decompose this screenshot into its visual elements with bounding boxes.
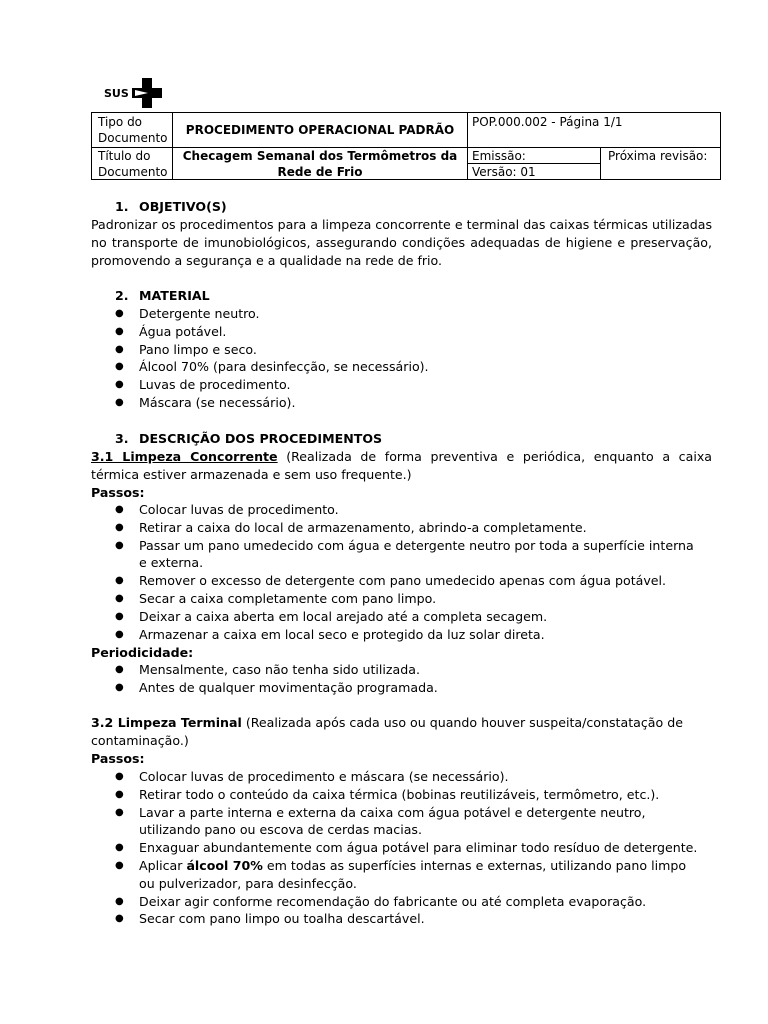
section-title-text: DESCRIÇÃO DOS PROCEDIMENTOS — [139, 431, 383, 446]
periodicidade-list — [115, 661, 705, 697]
section-number: 2. — [115, 288, 129, 303]
list-item: ● Colocar luvas de procedimento e máscara (se necessário). — [115, 768, 705, 786]
list-item: ● Luvas de procedimento. — [115, 376, 705, 394]
list-item: ● Deixar a caixa aberta em local arejado até a completa secagem. — [115, 608, 705, 626]
proxima-revisao-field: Próxima revisão: — [608, 149, 708, 163]
list-item: ● Deixar agir conforme recomendação do fabricante ou até completa evaporação. — [115, 893, 705, 911]
step-text: Aplicar — [139, 857, 187, 873]
section-title-text: MATERIAL — [139, 288, 210, 303]
step-text: em todas as superfícies internas e externas, utilizando pano limpo ou pulverizador, para desinfecção. — [139, 857, 687, 891]
list-item: ● Colocar luvas de procedimento. — [115, 501, 705, 519]
list-item: ● Lavar a parte interna e externa da caixa com água potável e detergente neutro, utilizando pano ou escova de cerdas macias. — [115, 804, 705, 840]
section-descricao-title — [115, 430, 382, 448]
list-item: ● Secar com pano limpo ou toalha descartável. — [115, 910, 705, 928]
periodicidade-label: Periodicidade: — [91, 645, 194, 660]
list-item: ● Antes de qualquer movimentação programada. — [115, 679, 705, 697]
sus-logo-text: SUS — [104, 87, 129, 100]
list-item: ● Retirar a caixa do local de armazenamento, abrindo-a completamente. — [115, 519, 705, 537]
concorrente-steps-list — [115, 501, 705, 643]
titulo-documento-label: Título do Documento — [98, 149, 168, 179]
section-material-title — [115, 287, 210, 305]
list-item: ● Retirar todo o conteúdo da caixa térmica (bobinas reutilizáveis, termômetro, etc.). — [115, 786, 705, 804]
list-item — [115, 857, 705, 893]
passos-label: Passos: — [91, 751, 145, 766]
section-number: 3. — [115, 431, 129, 446]
list-item: ● Álcool 70% (para desinfecção, se necessário). — [115, 358, 705, 376]
step-bold-text: álcool 70% — [186, 857, 263, 873]
list-item: ● Mensalmente, caso não tenha sido utilizada. — [115, 661, 705, 679]
list-item: ● Passar um pano umedecido com água e detergente neutro por toda a superfície interna e externa. — [115, 537, 705, 573]
pop-code: POP.000.002 - Página 1/1 — [472, 115, 623, 129]
sus-cross-icon — [132, 78, 162, 108]
header-table — [91, 112, 721, 180]
limpeza-terminal-intro — [91, 714, 712, 750]
terminal-steps-list — [115, 768, 705, 928]
versao-field: Versão: 01 — [472, 165, 536, 179]
emissao-field: Emissão: — [472, 149, 526, 163]
limpeza-concorrente-intro — [91, 448, 712, 484]
sus-logo — [104, 78, 164, 108]
section-objetivo-title — [115, 198, 227, 216]
limpeza-concorrente-title: 3.1 Limpeza Concorrente — [91, 449, 278, 464]
list-item: ● Armazenar a caixa em local seco e protegido da luz solar direta. — [115, 626, 705, 644]
list-item: ● Máscara (se necessário). — [115, 394, 705, 412]
objetivo-text: Padronizar os procedimentos para a limpeza concorrente e terminal das caixas térmicas utilizadas no transporte de imunobiológicos, assegurando condições adequadas de higiene e preservação, promovendo a segurança e a qualidade na rede de frio. — [91, 217, 712, 268]
tipo-documento-label: Tipo do Documento — [98, 115, 168, 145]
list-item: ● Secar a caixa completamente com pano limpo. — [115, 590, 705, 608]
list-item: ● Enxaguar abundantemente com água potável para eliminar todo resíduo de detergente. — [115, 839, 705, 857]
material-list — [115, 305, 705, 412]
list-item: ● Remover o excesso de detergente com pano umedecido apenas com água potável. — [115, 572, 705, 590]
limpeza-terminal-title: 3.2 Limpeza Terminal — [91, 715, 242, 730]
titulo-documento-value: Checagem Semanal dos Termômetros da Rede de Frio — [182, 149, 458, 179]
limpeza-concorrente-desc: (Realizada de forma preventiva e periódica, enquanto a caixa térmica estiver armazenada e sem uso frequente.) — [91, 449, 712, 482]
passos-label: Passos: — [91, 485, 145, 500]
tipo-documento-value: PROCEDIMENTO OPERACIONAL PADRÃO — [185, 123, 455, 137]
limpeza-terminal-desc: (Realizada após cada uso ou quando houver suspeita/constatação de contaminação.) — [91, 715, 683, 748]
list-item: ● Pano limpo e seco. — [115, 341, 705, 359]
section-number: 1. — [115, 199, 129, 214]
list-item: ● Água potável. — [115, 323, 705, 341]
list-item: ● Detergente neutro. — [115, 305, 705, 323]
section-title-text: OBJETIVO(S) — [139, 199, 227, 214]
